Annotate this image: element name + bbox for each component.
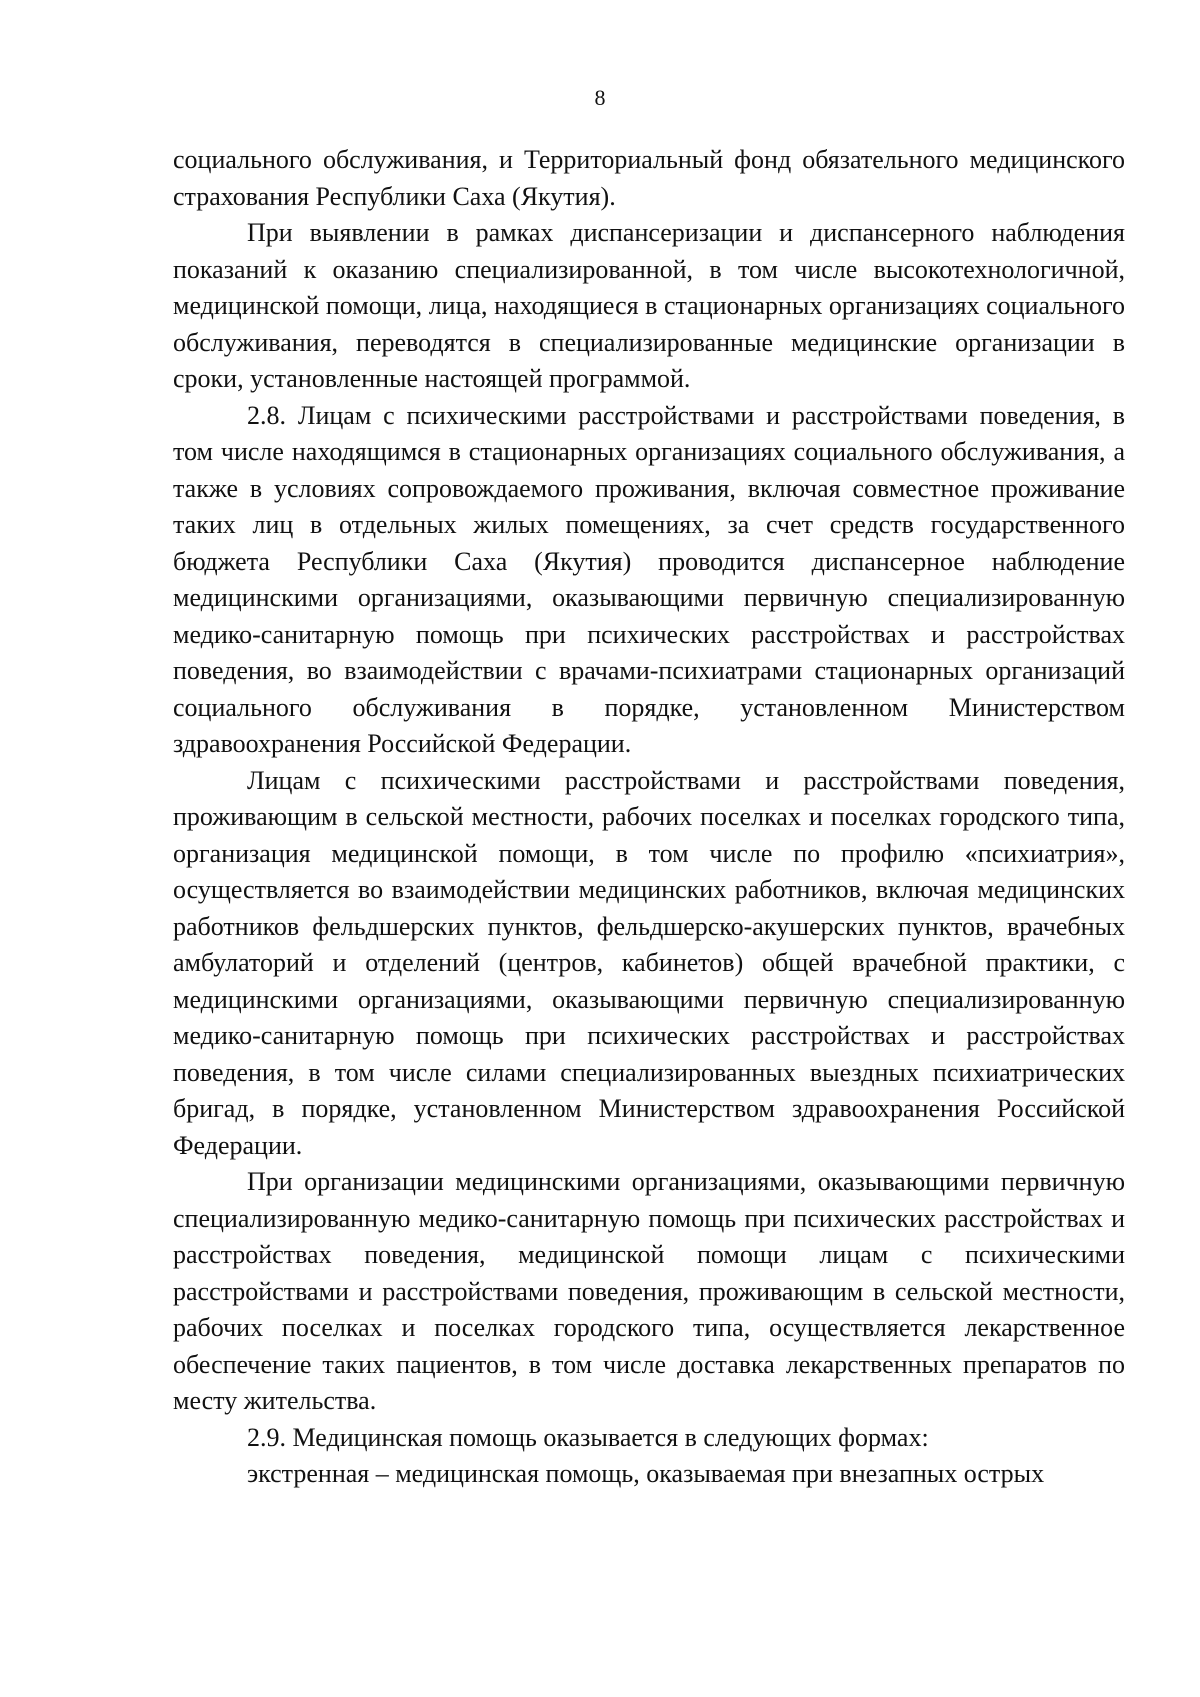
paragraph-drug-supply: При организации медицинскими организациями, оказывающими первичную специализированную медико-санитарную помощь при психических расстройствах и расстройствах поведения, медицинской помощи лицам с психическими расстройствами и расстройствами поведения, проживающим в сельской местности, рабочих поселках и поселках городского типа, осуществляется лекарственное обеспечение таких пациентов, в том числе доставка лекарственных препаратов по месту жительства. — [173, 1167, 1125, 1415]
paragraph-emergency-form: экстренная – медицинская помощь, оказываемая при внезапных острых — [247, 1459, 1045, 1488]
document-body — [173, 142, 1125, 1493]
paragraph-2-8: 2.8. Лицам с психическими расстройствами и расстройствами поведения, в том числе находящимся в стационарных организациях социального обслуживания, а также в условиях сопровождаемого проживания, включая совместное проживание таких лиц в отдельных жилых помещениях, за счет средств государственного бюджета Республики Саха (Якутия) проводится диспансерное наблюдение медицинскими организациями, оказывающими первичную специализированную медико-санитарную помощь при психических расстройствах и расстройствах поведения, во взаимодействии с врачами-психиатрами стационарных организаций социального обслуживания в порядке, установленном Министерством здравоохранения Российской Федерации. — [173, 400, 1125, 758]
paragraph-rural-psychiatry: Лицам с психическими расстройствами и расстройствами поведения, проживающим в сельской местности, рабочих поселках и поселках городского типа, организация медицинской помощи, в том числе по профилю «психиатрия», осуществляется во взаимодействии медицинских работников, включая медицинских работников фельдшерских пунктов, фельдшерско-акушерских пунктов, врачебных амбулаторий и отделений (центров, кабинетов) общей врачебной практики, с медицинскими организациями, оказывающими первичную специализированную медико-санитарную помощь при психических расстройствах и расстройствах поведения, в том числе силами специализированных выездных психиатрических бригад, в порядке, установленном Министерством здравоохранения Российской Федерации. — [173, 765, 1125, 1160]
paragraph-2-9: 2.9. Медицинская помощь оказывается в следующих формах: — [247, 1422, 929, 1452]
paragraph-continuation: социального обслуживания, и Территориальный фонд обязательного медицинского страхования Республики Саха (Якутия). — [173, 145, 1125, 211]
paragraph-dispensary-referral: При выявлении в рамках диспансеризации и диспансерного наблюдения показаний к оказанию специализированной, в том числе высокотехнологичной, медицинской помощи, лица, находящиеся в стационарных организациях социального обслуживания, переводятся в специализированные медицинские организации в сроки, установленные настоящей программой. — [173, 218, 1125, 393]
page-number: 8 — [594, 85, 606, 110]
